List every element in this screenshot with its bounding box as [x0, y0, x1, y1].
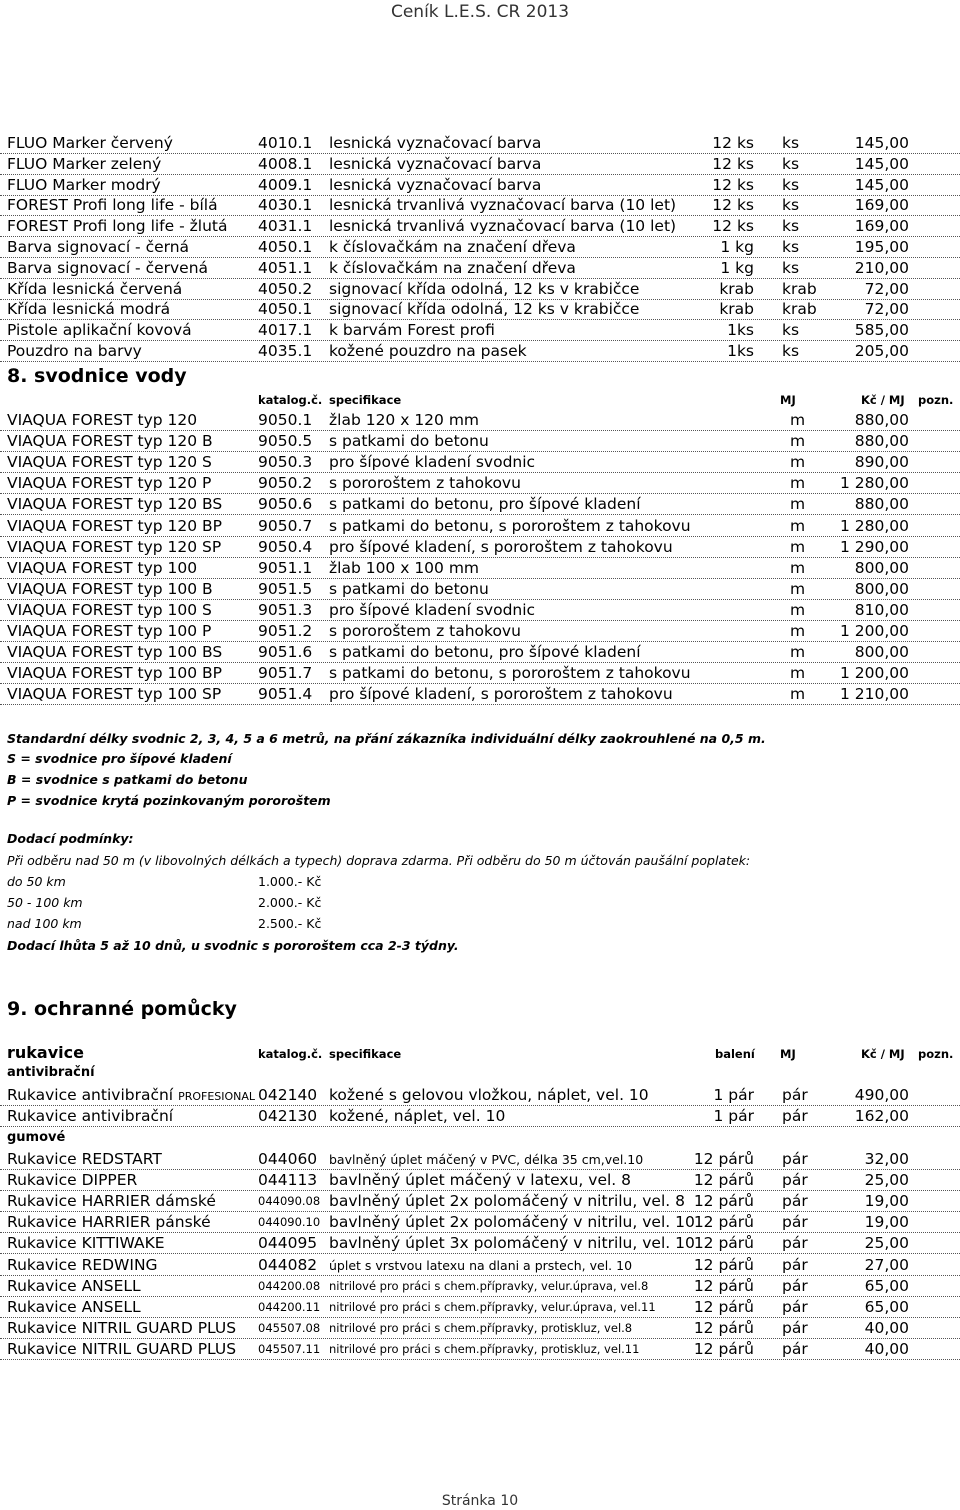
- item-unit: pár: [782, 1234, 808, 1253]
- item-unit: m: [790, 622, 806, 640]
- item-price: 145,00: [854, 154, 909, 173]
- item-price: 40,00: [864, 1318, 909, 1337]
- col-note-header: pozn.: [918, 393, 954, 407]
- table-row: [0, 410, 960, 431]
- table-row: [0, 1255, 960, 1276]
- table-row: [0, 537, 960, 558]
- catalog-number: 9051.2: [258, 622, 313, 640]
- item-name: [7, 1085, 255, 1107]
- item-price: 205,00: [854, 342, 909, 360]
- subgroup-antivibracni: antivibrační: [7, 1065, 95, 1080]
- table-row: [0, 579, 960, 600]
- catalog-number: 044095: [258, 1234, 318, 1253]
- item-unit: pár: [782, 1213, 808, 1232]
- catalog-number: 4050.1: [258, 238, 313, 256]
- item-price: 27,00: [864, 1255, 909, 1274]
- item-price: 1 280,00: [839, 474, 909, 493]
- item-pack: krab: [719, 300, 754, 319]
- item-unit: pár: [782, 1318, 808, 1337]
- catalog-number: 044113: [258, 1171, 318, 1190]
- item-unit: m: [790, 600, 806, 619]
- item-spec: pro šípové kladení svodnic: [329, 453, 536, 472]
- item-unit: m: [790, 643, 806, 662]
- catalog-number: 045507.11: [258, 1341, 321, 1356]
- table-row: [0, 1233, 960, 1254]
- item-name: Pouzdro na barvy: [7, 342, 142, 360]
- item-unit: ks: [782, 217, 800, 236]
- table-row: [0, 216, 960, 237]
- item-unit: pár: [782, 1255, 808, 1274]
- table-row: [0, 642, 960, 663]
- table-row: [0, 1297, 960, 1318]
- item-pack: krab: [719, 279, 754, 298]
- table-row: [0, 1170, 960, 1191]
- item-spec: s patkami do betonu, pro šípové kladení: [329, 643, 641, 662]
- item-name-text: Rukavice ANSELL: [7, 1297, 141, 1316]
- item-name: VIAQUA FOREST typ 120 BS: [7, 495, 223, 514]
- table-row: [0, 1191, 960, 1212]
- col-spec-header: specifikace: [329, 1047, 402, 1061]
- item-price: 1 200,00: [839, 622, 909, 640]
- item-name: [7, 1149, 255, 1170]
- item-name: [7, 1212, 255, 1233]
- col-code-header: katalog.č.: [258, 393, 323, 407]
- item-price: 19,00: [864, 1192, 909, 1211]
- col-price-header: Kč / MJ: [861, 393, 905, 407]
- item-price: 800,00: [854, 643, 909, 662]
- item-spec: lesnická trvanlivá vyznačovací barva (10 let): [329, 196, 677, 215]
- item-price: 162,00: [854, 1107, 909, 1125]
- item-spec: s pororoštem z tahokovu: [329, 474, 521, 493]
- item-name-variant: PROFESIONAL: [178, 1090, 255, 1103]
- table-row: [0, 600, 960, 621]
- item-price: 32,00: [864, 1150, 909, 1168]
- catalog-number: 045507.08: [258, 1320, 321, 1335]
- catalog-number: 4030.1: [258, 196, 313, 215]
- item-price: 19,00: [864, 1213, 909, 1232]
- note-s-definition: S = svodnice pro šípové kladení: [7, 751, 232, 766]
- item-spec: kožené, náplet, vel. 10: [329, 1107, 506, 1125]
- item-name: VIAQUA FOREST typ 100 S: [7, 600, 212, 619]
- item-name: VIAQUA FOREST typ 100 BP: [7, 664, 223, 683]
- catalog-number: 044082: [258, 1255, 318, 1274]
- item-name: Křída lesnická červená: [7, 279, 183, 298]
- item-unit: pár: [782, 1276, 808, 1295]
- terms-title: Dodací podmínky:: [7, 831, 134, 846]
- item-unit: ks: [782, 175, 800, 194]
- item-name-text: Rukavice NITRIL GUARD PLUS: [7, 1339, 237, 1358]
- catalog-number: 9050.4: [258, 537, 313, 556]
- item-price: 145,00: [854, 134, 909, 152]
- col-mj-header: MJ: [780, 393, 796, 407]
- table-row: [0, 494, 960, 515]
- catalog-number: 9051.6: [258, 643, 313, 662]
- item-price: 25,00: [864, 1171, 909, 1190]
- item-spec: lesnická trvanlivá vyznačovací barva (10 let): [329, 217, 677, 236]
- item-pack: 1 kg: [720, 258, 754, 277]
- item-unit: m: [790, 495, 806, 514]
- item-price: 1 200,00: [839, 664, 909, 683]
- item-pack: 12 ks: [712, 154, 754, 173]
- table-row: [0, 1106, 960, 1127]
- item-name: VIAQUA FOREST typ 120 BP: [7, 516, 223, 535]
- catalog-number: 044090.08: [258, 1194, 321, 1209]
- catalog-number: 4031.1: [258, 217, 313, 236]
- item-unit: m: [790, 453, 806, 472]
- item-name: Barva signovací - černá: [7, 238, 190, 256]
- item-name: [7, 1170, 255, 1191]
- catalog-number: 044200.11: [258, 1299, 321, 1314]
- catalog-number: 4051.1: [258, 258, 313, 277]
- item-name: VIAQUA FOREST typ 100 B: [7, 579, 213, 598]
- table-row: [0, 516, 960, 537]
- table-header-rukavice: [0, 1043, 960, 1062]
- item-unit: ks: [782, 342, 800, 360]
- catalog-number: 4009.1: [258, 175, 313, 194]
- col-note-header: pozn.: [918, 1047, 954, 1061]
- table-row: [0, 663, 960, 684]
- note-p-definition: P = svodnice krytá pozinkovaným pororoštem: [7, 793, 331, 808]
- col-code-header: katalog.č.: [258, 1047, 323, 1061]
- table-row: [0, 1276, 960, 1297]
- item-spec: pro šípové kladení, s pororoštem z tahokovu: [329, 537, 673, 556]
- item-price: 65,00: [864, 1276, 909, 1295]
- item-spec: bavlněný úplet máčený v PVC, délka 35 cm,vel.10: [329, 1152, 644, 1167]
- item-price: 880,00: [854, 495, 909, 514]
- item-spec: nitrilové pro práci s chem.přípravky, velur.úprava, vel.8: [329, 1278, 649, 1293]
- item-pack: 1ks: [727, 321, 754, 340]
- item-price: 210,00: [854, 258, 909, 277]
- col-pack-header: balení: [715, 1047, 755, 1061]
- item-name-text: Rukavice NITRIL GUARD PLUS: [7, 1318, 237, 1337]
- item-name: VIAQUA FOREST typ 100 SP: [7, 685, 222, 704]
- item-spec: lesnická vyznačovací barva: [329, 154, 542, 173]
- item-name: [7, 1106, 255, 1127]
- item-pack: 12 párů: [693, 1171, 754, 1190]
- item-unit: pár: [782, 1150, 808, 1168]
- item-spec: k barvám Forest profi: [329, 321, 495, 340]
- col-spec-header: specifikace: [329, 393, 402, 407]
- item-name-text: Rukavice antivibrační: [7, 1107, 174, 1125]
- item-pack: 12 párů: [693, 1318, 754, 1337]
- catalog-number: 9051.3: [258, 600, 313, 619]
- catalog-number: 9050.7: [258, 516, 313, 535]
- catalog-number: 9051.1: [258, 558, 313, 577]
- item-pack: 12 párů: [693, 1297, 754, 1316]
- item-spec: lesnická vyznačovací barva: [329, 134, 542, 152]
- item-price: 195,00: [854, 238, 909, 256]
- catalog-number: 044060: [258, 1150, 318, 1168]
- item-spec: bavlněný úplet 2x polomáčený v nitrilu, vel. 8: [329, 1192, 685, 1211]
- item-pack: 12 ks: [712, 175, 754, 194]
- item-unit: m: [790, 537, 806, 556]
- item-name: Křída lesnická modrá: [7, 300, 171, 319]
- table-row: [0, 431, 960, 452]
- item-spec: nitrilové pro práci s chem.přípravky, protiskluz, vel.11: [329, 1341, 640, 1356]
- item-price: 890,00: [854, 453, 909, 472]
- item-name: FLUO Marker zelený: [7, 154, 162, 173]
- item-pack: 12 ks: [712, 134, 754, 152]
- col-mj-header: MJ: [780, 1047, 796, 1061]
- catalog-number: 9051.4: [258, 685, 313, 704]
- item-price: 1 210,00: [839, 685, 909, 704]
- item-unit: krab: [782, 300, 817, 319]
- item-spec: s patkami do betonu: [329, 579, 489, 598]
- table-row: [0, 279, 960, 300]
- item-unit: m: [790, 558, 806, 577]
- table-row: [0, 195, 960, 216]
- table-row: [0, 621, 960, 642]
- item-spec: pro šípové kladení svodnic: [329, 600, 536, 619]
- item-spec: kožené s gelovou vložkou, náplet, vel. 10: [329, 1086, 649, 1104]
- item-name-text: Rukavice HARRIER pánské: [7, 1213, 211, 1232]
- table-row: [0, 175, 960, 196]
- table-row: [0, 320, 960, 341]
- item-spec: nitrilové pro práci s chem.přípravky, protiskluz, vel.8: [329, 1320, 633, 1335]
- item-spec: s pororoštem z tahokovu: [329, 622, 521, 640]
- table-row: [0, 237, 960, 258]
- table-row: [0, 341, 960, 362]
- item-spec: bavlněný úplet máčený v latexu, vel. 8: [329, 1171, 632, 1190]
- item-name: [7, 1339, 255, 1360]
- table-row: [0, 258, 960, 279]
- item-name: [7, 1255, 255, 1276]
- page-number: Stránka 10: [441, 1493, 519, 1509]
- item-spec: pro šípové kladení, s pororoštem z tahokovu: [329, 685, 673, 704]
- item-price: 585,00: [854, 321, 909, 340]
- subgroup-gumove: gumové: [7, 1130, 66, 1145]
- item-price: 810,00: [854, 600, 909, 619]
- item-spec: žlab 100 x 100 mm: [329, 558, 480, 577]
- item-name: FOREST Profi long life - žlutá: [7, 217, 228, 236]
- item-pack: 12 párů: [693, 1276, 754, 1295]
- item-unit: ks: [782, 321, 800, 340]
- item-price: 800,00: [854, 579, 909, 598]
- catalog-number: 9050.5: [258, 432, 313, 451]
- table-row: [0, 154, 960, 175]
- catalog-number: 042130: [258, 1107, 318, 1125]
- item-price: 72,00: [864, 300, 909, 319]
- item-name-text: Rukavice REDSTART: [7, 1150, 162, 1168]
- catalog-number: 4017.1: [258, 321, 313, 340]
- item-name: Pistole aplikační kovová: [7, 321, 192, 340]
- item-name: VIAQUA FOREST typ 120 S: [7, 453, 212, 472]
- table-row: [0, 299, 960, 320]
- item-spec: s patkami do betonu, s pororoštem z tahokovu: [329, 664, 691, 683]
- item-name-text: Rukavice DIPPER: [7, 1171, 138, 1190]
- fee-value: 1.000.- Kč: [258, 874, 322, 889]
- item-pack: 1ks: [727, 342, 754, 360]
- item-pack: 12 párů: [693, 1150, 754, 1168]
- catalog-number: 4008.1: [258, 154, 313, 173]
- item-name: VIAQUA FOREST typ 120 SP: [7, 537, 222, 556]
- table-row: [0, 133, 960, 154]
- catalog-number: 9051.7: [258, 664, 313, 683]
- item-pack: 1 kg: [720, 238, 754, 256]
- catalog-number: 9050.1: [258, 411, 313, 429]
- table-header-svodnice: [0, 392, 960, 408]
- item-unit: ks: [782, 196, 800, 215]
- item-spec: signovací křída odolná, 12 ks v krabičce: [329, 279, 640, 298]
- item-name: VIAQUA FOREST typ 100 P: [7, 622, 212, 640]
- item-spec: k číslovačkám na značení dřeva: [329, 258, 576, 277]
- catalog-number: 4050.2: [258, 279, 313, 298]
- item-name-text: Rukavice HARRIER dámské: [7, 1192, 216, 1211]
- item-pack: 12 ks: [712, 217, 754, 236]
- item-name: FLUO Marker modrý: [7, 175, 161, 194]
- item-unit: m: [790, 579, 806, 598]
- item-name: FLUO Marker červený: [7, 134, 173, 152]
- fee-range: nad 100 km: [7, 916, 82, 931]
- item-price: 25,00: [864, 1234, 909, 1253]
- item-pack: 12 párů: [693, 1234, 754, 1253]
- fee-value: 2.000.- Kč: [258, 895, 322, 910]
- item-unit: pár: [782, 1192, 808, 1211]
- section-title-svodnice: 8. svodnice vody: [7, 365, 187, 387]
- item-unit: m: [790, 411, 806, 429]
- item-spec: s patkami do betonu: [329, 432, 489, 451]
- item-name: [7, 1318, 255, 1339]
- item-price: 800,00: [854, 558, 909, 577]
- table-row: [0, 558, 960, 579]
- item-price: 169,00: [854, 217, 909, 236]
- item-price: 1 280,00: [839, 516, 909, 535]
- table-row: [0, 1339, 960, 1360]
- item-unit: pár: [782, 1297, 808, 1316]
- item-name: [7, 1191, 255, 1212]
- item-spec: bavlněný úplet 2x polomáčený v nitrilu, vel. 10: [329, 1213, 695, 1232]
- item-name: [7, 1297, 255, 1318]
- group-title-rukavice: rukavice: [7, 1043, 84, 1062]
- item-name-text: Rukavice ANSELL: [7, 1276, 141, 1295]
- item-unit: m: [790, 664, 806, 683]
- table-row: [0, 1149, 960, 1170]
- item-spec: s patkami do betonu, s pororoštem z tahokovu: [329, 516, 691, 535]
- catalog-number: 4010.1: [258, 134, 313, 152]
- note-b-definition: B = svodnice s patkami do betonu: [7, 772, 248, 787]
- fee-range: do 50 km: [7, 874, 66, 889]
- item-unit: pár: [782, 1107, 808, 1125]
- item-name: FOREST Profi long life - bílá: [7, 196, 218, 215]
- item-unit: krab: [782, 279, 817, 298]
- catalog-number: 4050.1: [258, 300, 313, 319]
- item-price: 145,00: [854, 175, 909, 194]
- fee-value: 2.500.- Kč: [258, 916, 322, 931]
- item-name-text: Rukavice antivibrační: [7, 1086, 174, 1104]
- table-row: [0, 1318, 960, 1339]
- item-pack: 12 párů: [693, 1213, 754, 1232]
- item-unit: m: [790, 432, 806, 451]
- table-row: [0, 452, 960, 473]
- item-spec: lesnická vyznačovací barva: [329, 175, 542, 194]
- item-name: VIAQUA FOREST typ 120 B: [7, 432, 213, 451]
- item-unit: pár: [782, 1171, 808, 1190]
- item-name: VIAQUA FOREST typ 100: [7, 558, 198, 577]
- item-spec: k číslovačkám na značení dřeva: [329, 238, 576, 256]
- item-name-text: Rukavice REDWING: [7, 1255, 158, 1274]
- item-name: [7, 1233, 255, 1254]
- catalog-number: 9050.6: [258, 495, 313, 514]
- item-pack: 12 párů: [693, 1255, 754, 1274]
- item-unit: pár: [782, 1086, 808, 1104]
- delivery-note: Dodací lhůta 5 až 10 dnů, u svodnic s pororoštem cca 2-3 týdny.: [7, 938, 459, 953]
- item-price: 880,00: [854, 432, 909, 451]
- item-unit: ks: [782, 258, 800, 277]
- item-spec: bavlněný úplet 3x polomáčený v nitrilu, vel. 10: [329, 1234, 695, 1253]
- item-pack: 1 pár: [713, 1086, 754, 1104]
- table-row: [0, 684, 960, 705]
- catalog-number: 9051.5: [258, 579, 313, 598]
- item-pack: 12 párů: [693, 1192, 754, 1211]
- table-row: [0, 1212, 960, 1233]
- item-price: 490,00: [854, 1086, 909, 1104]
- col-price-header: Kč / MJ: [861, 1047, 905, 1061]
- item-name-text: Rukavice KITTIWAKE: [7, 1234, 165, 1253]
- item-price: 169,00: [854, 196, 909, 215]
- item-name: VIAQUA FOREST typ 120 P: [7, 474, 212, 493]
- item-unit: pár: [782, 1339, 808, 1358]
- item-spec: žlab 120 x 120 mm: [329, 411, 480, 429]
- fee-range: 50 - 100 km: [7, 895, 83, 910]
- item-pack: 12 ks: [712, 196, 754, 215]
- item-unit: m: [790, 516, 806, 535]
- item-price: 1 290,00: [839, 537, 909, 556]
- table-row: [0, 1085, 960, 1106]
- item-spec: signovací křída odolná, 12 ks v krabičce: [329, 300, 640, 319]
- page-header: Ceník L.E.S. CR 2013: [390, 2, 570, 22]
- item-spec: kožené pouzdro na pasek: [329, 342, 527, 360]
- catalog-number: 9050.3: [258, 453, 313, 472]
- item-unit: m: [790, 474, 806, 493]
- item-price: 880,00: [854, 411, 909, 429]
- item-unit: m: [790, 685, 806, 704]
- item-pack: 12 párů: [693, 1339, 754, 1358]
- catalog-number: 4035.1: [258, 342, 313, 360]
- item-unit: ks: [782, 154, 800, 173]
- section-title-ochranne: 9. ochranné pomůcky: [7, 998, 237, 1020]
- item-name: VIAQUA FOREST typ 120: [7, 411, 198, 429]
- item-name: [7, 1276, 255, 1297]
- catalog-number: 044090.10: [258, 1215, 321, 1230]
- item-unit: ks: [782, 238, 800, 256]
- catalog-number: 9050.2: [258, 474, 313, 493]
- item-unit: ks: [782, 134, 800, 152]
- item-spec: s patkami do betonu, pro šípové kladení: [329, 495, 641, 514]
- catalog-number: 042140: [258, 1086, 318, 1104]
- table-row: [0, 473, 960, 494]
- item-pack: 1 pár: [713, 1107, 754, 1125]
- item-name: Barva signovací - červená: [7, 258, 209, 277]
- item-price: 72,00: [864, 279, 909, 298]
- item-name: VIAQUA FOREST typ 100 BS: [7, 643, 223, 662]
- catalog-number: 044200.08: [258, 1278, 321, 1293]
- item-spec: úplet s vrstvou latexu na dlani a prstech, vel. 10: [329, 1257, 633, 1273]
- terms-text: Při odběru nad 50 m (v libovolných délkách a typech) doprava zdarma. Při odběru do 50 m účtován paušální poplatek:: [7, 853, 751, 868]
- note-lengths: Standardní délky svodnic 2, 3, 4, 5 a 6 metrů, na přání zákazníka individuální délky zaokrouhlené na 0,5 m.: [7, 731, 766, 746]
- item-spec: nitrilové pro práci s chem.přípravky, velur.úprava, vel.11: [329, 1299, 656, 1314]
- item-price: 65,00: [864, 1297, 909, 1316]
- item-price: 40,00: [864, 1339, 909, 1358]
